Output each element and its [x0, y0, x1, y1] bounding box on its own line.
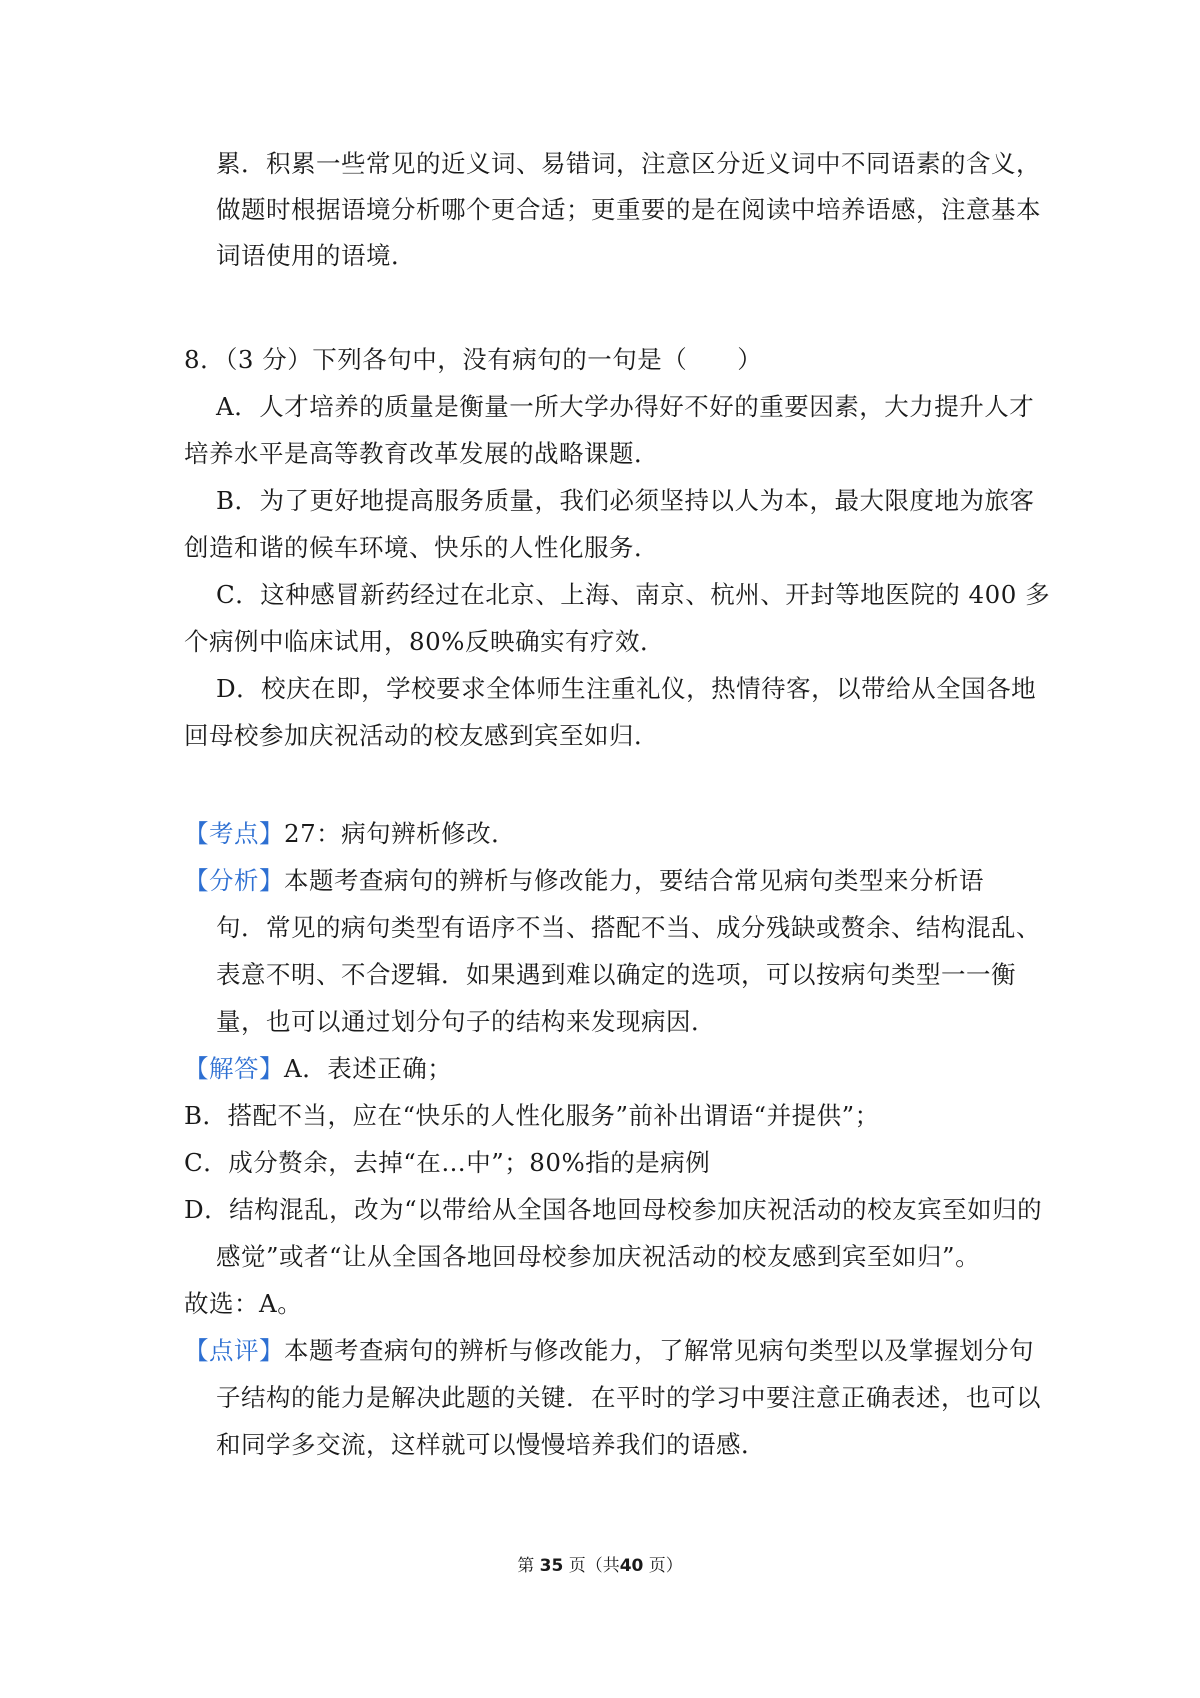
jieda-line-d-cont: 感觉”或者“让从全国各地回母校参加庆祝活动的校友感到宾至如归”。 — [216, 1242, 981, 1271]
fenxi-line-2: 句．常见的病句类型有语序不当、搭配不当、成分残缺或赘余、结构混乱、 — [216, 913, 1041, 942]
jieda-choice: 故选：A。 — [184, 1289, 303, 1318]
total-page-number: 40 — [619, 1556, 644, 1576]
option-a-line-1: A．人才培养的质量是衡量一所大学办得好不好的重要因素，大力提升人才 — [216, 392, 1035, 421]
kaodian-text: 27：病句辨析修改． — [284, 819, 517, 848]
footer-prefix: 第 — [517, 1556, 535, 1576]
option-b-line-1: B．为了更好地提高服务质量，我们必须坚持以人为本，最大限度地为旅客 — [216, 486, 1035, 515]
page-footer — [0, 1554, 1200, 1578]
fenxi-line-3: 表意不明、不合逻辑．如果遇到难以确定的选项，可以按病句类型一一衡 — [216, 960, 1016, 989]
dianping-line-2: 子结构的能力是解决此题的关键．在平时的学习中要注意正确表述，也可以 — [216, 1383, 1041, 1412]
prev-line-3: 词语使用的语境． — [216, 241, 416, 270]
prev-line-2: 做题时根据语境分析哪个更合适；更重要的是在阅读中培养语感，注意基本 — [216, 195, 1041, 224]
kaodian-tag: 【考点】 — [184, 819, 284, 848]
option-b-line-2: 创造和谐的候车环境、快乐的人性化服务． — [184, 533, 659, 562]
option-d-line-2: 回母校参加庆祝活动的校友感到宾至如归． — [184, 721, 659, 750]
option-c-line-1: C．这种感冒新药经过在北京、上海、南京、杭州、开封等地医院的 400 多 — [216, 580, 1051, 609]
kaodian-section — [184, 818, 516, 850]
jieda-line-d: D．结构混乱，改为“以带给从全国各地回母校参加庆祝活动的校友宾至如归的 — [184, 1195, 1043, 1224]
jieda-section — [184, 1053, 452, 1085]
fenxi-line-4: 量，也可以通过划分句子的结构来发现病因． — [216, 1007, 716, 1036]
option-a-line-2: 培养水平是高等教育改革发展的战略课题． — [184, 439, 659, 468]
dianping-line-3: 和同学多交流，这样就可以慢慢培养我们的语感． — [216, 1430, 766, 1459]
current-page-number: 35 — [539, 1556, 564, 1576]
dianping-tag: 【点评】 — [184, 1336, 284, 1365]
prev-line-1: 累．积累一些常见的近义词、易错词，注意区分近义词中不同语素的含义， — [216, 149, 1041, 178]
dianping-section — [184, 1335, 1034, 1367]
fenxi-section — [184, 865, 984, 897]
jieda-first-line: A．表述正确； — [284, 1054, 453, 1083]
footer-suffix: 页） — [648, 1556, 683, 1576]
dianping-first-line: 本题考查病句的辨析与修改能力，了解常见病句类型以及掌握划分句 — [284, 1336, 1034, 1365]
fenxi-first-line: 本题考查病句的辨析与修改能力，要结合常见病句类型来分析语 — [284, 866, 984, 895]
footer-middle: 页（共 — [568, 1556, 620, 1576]
option-d-line-1: D．校庆在即，学校要求全体师生注重礼仪，热情待客，以带给从全国各地 — [216, 674, 1037, 703]
jieda-line-b: B．搭配不当，应在“快乐的人性化服务”前补出谓语“并提供”； — [184, 1101, 880, 1130]
jieda-tag: 【解答】 — [184, 1054, 284, 1083]
fenxi-tag: 【分析】 — [184, 866, 284, 895]
jieda-line-c: C．成分赘余，去掉“在…中”；80%指的是病例 — [184, 1148, 711, 1177]
option-c-line-2: 个病例中临床试用，80%反映确实有疗效． — [184, 627, 665, 656]
question-stem: 8．（3 分）下列各句中，没有病句的一句是（ ） — [184, 345, 763, 374]
